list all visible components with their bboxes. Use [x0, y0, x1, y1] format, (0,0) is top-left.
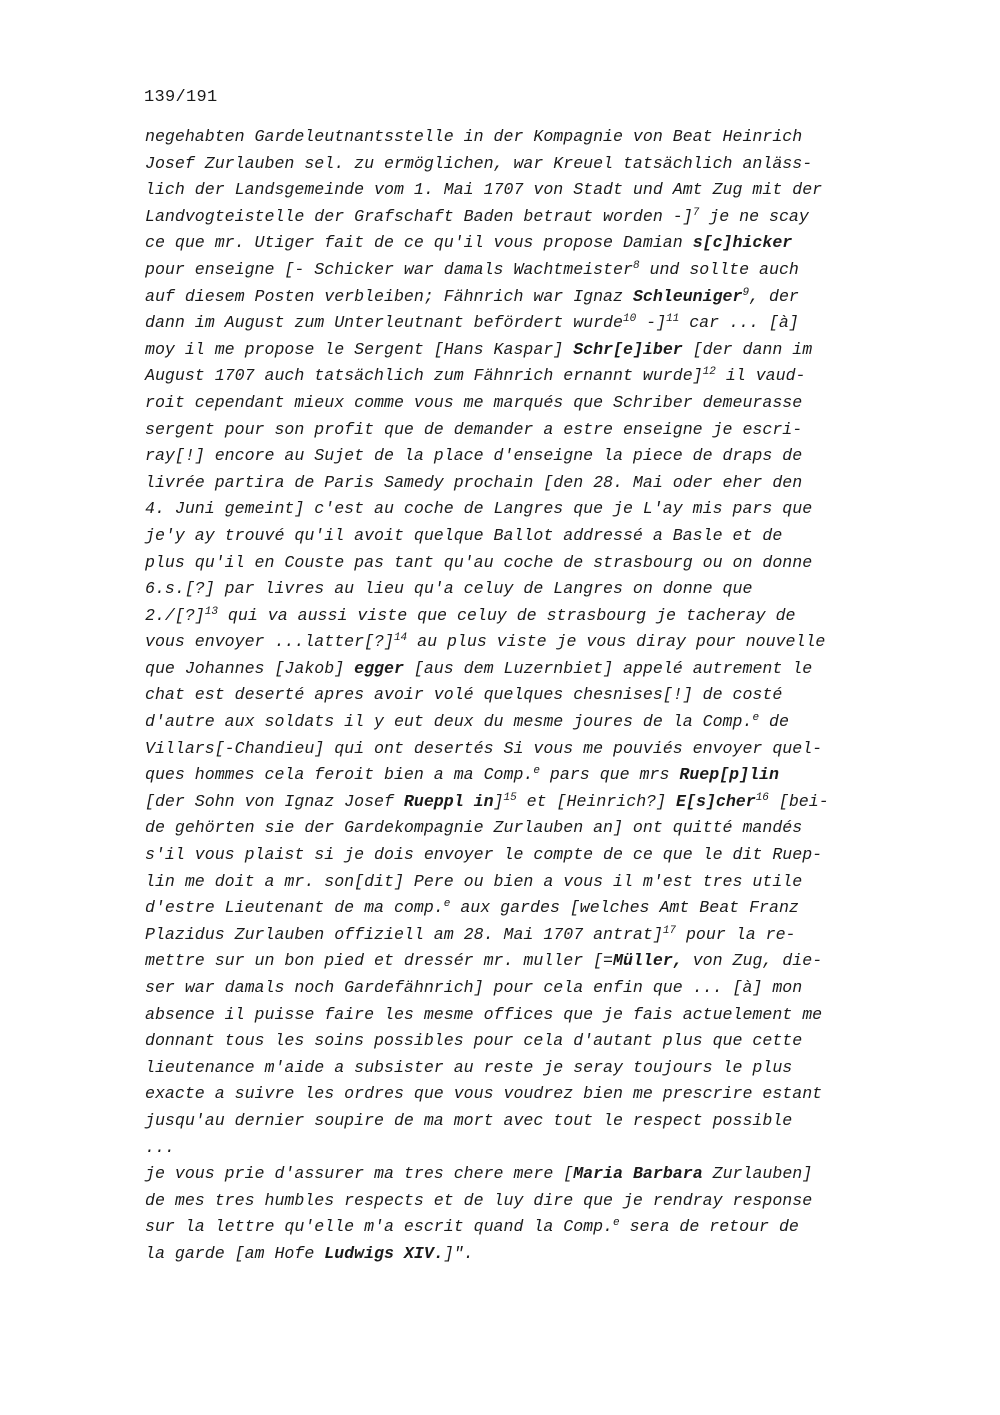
text-line — [145, 656, 965, 683]
text-line — [145, 1081, 965, 1108]
text-run: 4. Juni gemeint] c'est au coche de Langres que je L'ay mis pars que — [145, 499, 813, 519]
footnote-ref: e — [443, 898, 451, 911]
text-line — [145, 151, 965, 178]
bold-name: Müller, — [613, 951, 683, 971]
document-body — [145, 124, 965, 1268]
text-run: livrée partira de Paris Samedy prochain [den 28. Mai oder eher den — [145, 472, 803, 492]
text-line — [145, 895, 965, 922]
text-line — [145, 948, 965, 975]
text-line — [145, 815, 965, 842]
bold-name: s[c]hicker — [692, 233, 793, 253]
text-run: sera de retour de — [619, 1217, 799, 1237]
text-run: je vous prie d'assurer ma tres chere mere [ — [145, 1164, 574, 1184]
text-run: lich der Landsgemeinde vom 1. Mai 1707 von Stadt und Amt Zug mit der — [145, 180, 823, 200]
footnote-ref: 15 — [503, 791, 517, 804]
text-line — [145, 417, 965, 444]
text-run: s'il vous plaist si je dois envoyer le compte de ce que le dit Ruep- — [145, 845, 823, 865]
text-run: auf diesem Posten verbleiben; Fähnrich war Ignaz — [145, 286, 633, 306]
text-line — [145, 177, 965, 204]
text-run: absence il puisse faire les mesme offices que je fais actuelement me — [145, 1004, 823, 1024]
text-run: moy il me propose le Sergent [Hans Kaspar] — [145, 339, 574, 359]
text-run: August 1707 auch tatsächlich zum Fähnrich ernannt wurde] — [145, 366, 703, 386]
text-run: [aus dem Luzernbiet] appelé autrement le — [403, 658, 813, 678]
text-run: donnant tous les soins possibles pour cela d'autant plus que cette — [145, 1031, 803, 1051]
text-run: von Zug, die- — [682, 951, 823, 971]
footnote-ref: 7 — [692, 206, 700, 219]
text-run: de mes tres humbles respects et de luy dire que je rendray response — [145, 1190, 813, 1210]
text-run: ... — [145, 1137, 175, 1157]
text-run: d'autre aux soldats il y eut deux du mesme joures de la Comp. — [145, 712, 753, 732]
text-run: aux gardes [welches Amt Beat Franz — [450, 898, 799, 918]
text-run: [der dann im — [682, 339, 813, 359]
page-number: 139/191 — [144, 88, 218, 107]
footnote-ref: 9 — [742, 286, 750, 299]
text-line — [145, 124, 965, 151]
text-line — [145, 603, 965, 630]
text-line — [145, 363, 965, 390]
text-run: pour la re- — [676, 924, 796, 944]
text-line — [145, 576, 965, 603]
bold-name: Ruep[p]lin — [679, 765, 779, 785]
footnote-ref: e — [533, 765, 540, 778]
text-line — [145, 1108, 965, 1135]
text-run: que Johannes [Jakob] — [145, 658, 355, 678]
text-run: je'y ay trouvé qu'il avoit quelque Ballot addressé a Basle et de — [145, 525, 783, 545]
text-line — [145, 922, 965, 949]
text-run: Zurlauben] — [702, 1164, 813, 1184]
text-run: exacte a suivre les ordres que vous voudrez bien me prescrire estant — [145, 1084, 823, 1104]
text-run: jusqu'au dernier soupire de ma mort avec tout le respect possible — [145, 1110, 793, 1130]
text-line — [145, 1135, 965, 1162]
text-run: qui va aussi viste que celuy de strasbourg je tacheray de — [217, 605, 796, 625]
footnote-ref: 14 — [393, 632, 408, 645]
bold-name: egger — [354, 658, 404, 678]
text-line — [145, 284, 965, 311]
text-run: Josef Zurlauben sel. zu ermöglichen, war Kreuel tatsächlich anläss- — [145, 153, 813, 173]
footnote-ref: 16 — [755, 791, 769, 804]
text-line — [145, 230, 965, 257]
text-line — [145, 842, 965, 869]
text-run: vous envoyer ...latter[?] — [145, 632, 394, 652]
text-line — [145, 682, 965, 709]
text-line — [145, 789, 965, 816]
text-line — [145, 443, 965, 470]
text-run: dann im August zum Unterleutnant befördert wurde — [145, 313, 623, 333]
text-run: de — [759, 712, 789, 732]
text-run: la garde [am Hofe — [145, 1243, 325, 1263]
footnote-ref: 10 — [622, 313, 637, 326]
text-run: [der Sohn von Ignaz Josef — [145, 791, 404, 811]
text-run: mettre sur un bon pied et dressér mr. muller [= — [145, 951, 614, 971]
footnote-ref: e — [752, 712, 760, 725]
text-line — [145, 629, 965, 656]
text-line — [145, 736, 965, 763]
bold-name: Rueppl in — [403, 791, 494, 811]
text-run: et [Heinrich?] — [516, 791, 677, 811]
text-line — [145, 1002, 965, 1029]
text-run: 2./[?] — [145, 605, 205, 625]
text-run: car ... [à] — [679, 313, 799, 333]
footnote-ref: 12 — [702, 366, 716, 379]
text-run: Plazidus Zurlauben offiziell am 28. Mai 1707 antrat] — [145, 924, 663, 944]
text-run: de gehörten sie der Gardekompagnie Zurlauben an] ont quitté mandés — [145, 818, 803, 838]
text-line — [145, 496, 965, 523]
text-run: ray[!] encore au Sujet de la place d'enseigne la piece de draps de — [145, 446, 803, 466]
text-run: ques hommes cela feroit bien a ma Comp. — [145, 765, 534, 785]
text-run: sergent pour son profit que de demander a estre enseigne je escri- — [145, 419, 803, 439]
text-line — [145, 257, 965, 284]
text-run: lin me doit a mr. son[dit] Pere ou bien a vous il m'est tres utile — [145, 871, 803, 891]
footnote-ref: 13 — [204, 605, 218, 618]
text-run: 6.s.[?] par livres au lieu qu'a celuy de Langres on donne que — [145, 579, 753, 599]
text-run: pars que mrs — [539, 765, 680, 785]
bold-name: Schleuniger — [632, 286, 743, 306]
text-line — [145, 1214, 965, 1241]
bold-name: Maria Barbara — [573, 1164, 703, 1184]
text-run: je ne scay — [699, 206, 809, 226]
text-run: , der — [749, 286, 799, 306]
text-line — [145, 1055, 965, 1082]
text-run: [bei- — [768, 791, 829, 811]
bold-name: Schr[e]iber — [573, 339, 683, 359]
text-run: -] — [636, 313, 667, 333]
text-run: und sollte auch — [639, 259, 799, 279]
text-run: roit cependant mieux comme vous me marqués que Schriber demeurasse — [145, 392, 803, 412]
text-run: lieutenance m'aide a subsister au reste je seray toujours le plus — [145, 1057, 793, 1077]
text-line — [145, 869, 965, 896]
text-run: ser war damals noch Gardefähnrich] pour cela enfin que ... [à] mon — [145, 978, 803, 997]
text-run: ] — [493, 791, 504, 811]
text-line — [145, 1241, 965, 1268]
bold-name: Ludwigs XIV. — [324, 1243, 444, 1263]
footnote-ref: 17 — [662, 924, 677, 937]
text-line — [145, 470, 965, 497]
footnote-ref: 11 — [666, 313, 680, 326]
text-line — [145, 1028, 965, 1055]
text-run: pour enseigne [- Schicker war damals Wachtmeister — [145, 259, 633, 279]
footnote-ref: 8 — [632, 259, 640, 272]
text-run: au plus viste je vous diray pour nouvelle — [407, 632, 826, 652]
text-run: Villars[-Chandieu] qui ont desertés Si vous me pouviés envoyer quel- — [145, 738, 823, 758]
text-line — [145, 709, 965, 736]
text-line — [145, 310, 965, 337]
text-run: chat est deserté apres avoir volé quelques chesnises[!] de costé — [145, 685, 783, 705]
text-run: sur la lettre qu'elle m'a escrit quand la Comp. — [145, 1217, 614, 1237]
text-run: ]". — [443, 1243, 474, 1263]
text-line — [145, 204, 965, 231]
text-line — [145, 762, 965, 789]
text-run: plus qu'il en Couste pas tant qu'au coche de strasbourg ou on donne — [145, 552, 813, 572]
text-run: negehabten Gardeleutnantsstelle in der Kompagnie von Beat Heinrich — [145, 127, 803, 146]
footnote-ref: e — [613, 1217, 620, 1230]
text-line — [145, 337, 965, 364]
text-run: Landvogteistelle der Grafschaft Baden betraut worden -] — [145, 206, 693, 226]
text-line — [145, 975, 965, 1002]
text-line — [145, 523, 965, 550]
text-line — [145, 1188, 965, 1215]
text-run: ce que mr. Utiger fait de ce qu'il vous propose Damian — [145, 233, 693, 253]
text-line — [145, 550, 965, 577]
text-run: d'estre Lieutenant de ma comp. — [145, 898, 444, 918]
text-run: il vaud- — [715, 366, 806, 386]
bold-name: E[s]cher — [676, 791, 756, 811]
text-line — [145, 390, 965, 417]
text-line — [145, 1161, 965, 1188]
